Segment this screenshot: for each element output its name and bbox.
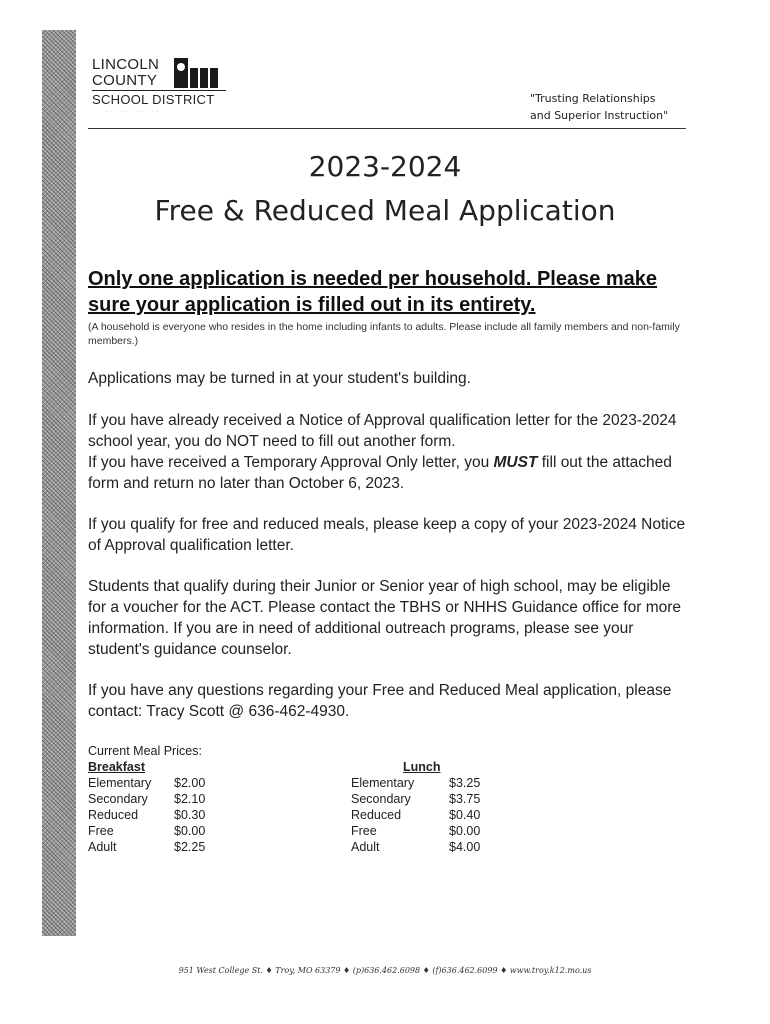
- headline-one-application: Only one application is needed per household. Please make sure your application is filled out in its entirety.: [88, 268, 658, 316]
- price-row: [351, 776, 511, 792]
- price-value: $3.25: [449, 776, 481, 790]
- price-label: Free: [88, 824, 114, 838]
- price-label: Secondary: [351, 792, 411, 806]
- price-value: $2.10: [174, 792, 206, 806]
- price-label: Reduced: [351, 808, 402, 822]
- price-label: Adult: [88, 840, 117, 854]
- price-label: Adult: [351, 840, 380, 854]
- paragraph-notice-of-approval: [88, 410, 688, 494]
- price-row: [351, 808, 511, 824]
- district-motto: [530, 90, 680, 124]
- price-row: [351, 792, 511, 808]
- price-label: Elementary: [88, 776, 152, 790]
- price-value: $4.00: [449, 840, 481, 854]
- paragraph-turn-in: Applications may be turned in at your student's building.: [88, 370, 471, 387]
- logo-line-lincoln: LINCOLN: [92, 56, 160, 73]
- lunch-prices: [351, 760, 511, 856]
- household-note: (A household is everyone who resides in the home including infants to adults. Please include all family members and non-family members.): [88, 321, 680, 347]
- price-value: $0.00: [174, 824, 206, 838]
- price-label: Secondary: [88, 792, 148, 806]
- scan-edge-strip: [42, 30, 76, 936]
- price-row: [88, 824, 228, 840]
- paragraph-temporary-c: fill out the attached form and return no later than October 6, 2023.: [88, 454, 672, 492]
- price-row: [88, 776, 228, 792]
- paragraph-temporary-a: If you have received a Temporary Approval Only letter, you: [88, 454, 494, 471]
- logo-small-tagline: · · · · · · · · · · ·: [106, 109, 160, 115]
- paragraph-act-voucher: Students that qualify during their Junior or Senior year of high school, may be eligible for a voucher for the ACT. Please contact the TBHS or NHHS Guidance office for more information. If you are in need of additional outreach programs, please see your student's guidance counselor.: [88, 578, 682, 658]
- logo-line-school-district: SCHOOL DISTRICT: [92, 90, 226, 107]
- header-divider: [88, 128, 686, 129]
- price-value: $2.25: [174, 840, 206, 854]
- district-logo: [92, 56, 232, 118]
- school-building-icon: [174, 58, 220, 88]
- breakfast-heading: Breakfast: [88, 760, 145, 774]
- footer-address: 951 West College St. ♦ Troy, MO 63379 ♦ (p)636.462.6098 ♦ (f)636.462.6099 ♦ www.troy.k12.mo.us: [178, 966, 592, 975]
- price-row: [88, 808, 228, 824]
- motto-line-1: "Trusting Relationships: [530, 92, 656, 105]
- paragraph-must-emphasis: MUST: [493, 454, 538, 471]
- price-label: Reduced: [88, 808, 139, 822]
- logo-line-county: COUNTY: [92, 72, 158, 89]
- price-value: $2.00: [174, 776, 206, 790]
- paragraph-contact: If you have any questions regarding your Free and Reduced Meal application, please contact: Tracy Scott @ 636-462-4930.: [88, 682, 672, 720]
- price-row: [351, 840, 511, 856]
- price-label: Elementary: [351, 776, 415, 790]
- price-row: [88, 792, 228, 808]
- meal-prices-caption: Current Meal Prices:: [88, 744, 202, 758]
- price-value: $0.40: [449, 808, 481, 822]
- paragraph-notice-line-1: If you have already received a Notice of Approval qualification letter for the 2023-2024 school year, you do NOT need to fill out another form.: [88, 412, 677, 450]
- price-row: [351, 824, 511, 840]
- breakfast-prices: [88, 760, 228, 856]
- price-row: [88, 840, 228, 856]
- lunch-heading: Lunch: [403, 760, 441, 774]
- title-year: 2023-2024: [308, 150, 462, 183]
- price-label: Free: [351, 824, 377, 838]
- price-value: $3.75: [449, 792, 481, 806]
- price-value: $0.30: [174, 808, 206, 822]
- motto-line-2: and Superior Instruction": [530, 109, 669, 122]
- title-application: Free & Reduced Meal Application: [154, 194, 616, 227]
- paragraph-keep-copy: If you qualify for free and reduced meals, please keep a copy of your 2023-2024 Notice of Approval qualification letter.: [88, 516, 686, 554]
- price-value: $0.00: [449, 824, 481, 838]
